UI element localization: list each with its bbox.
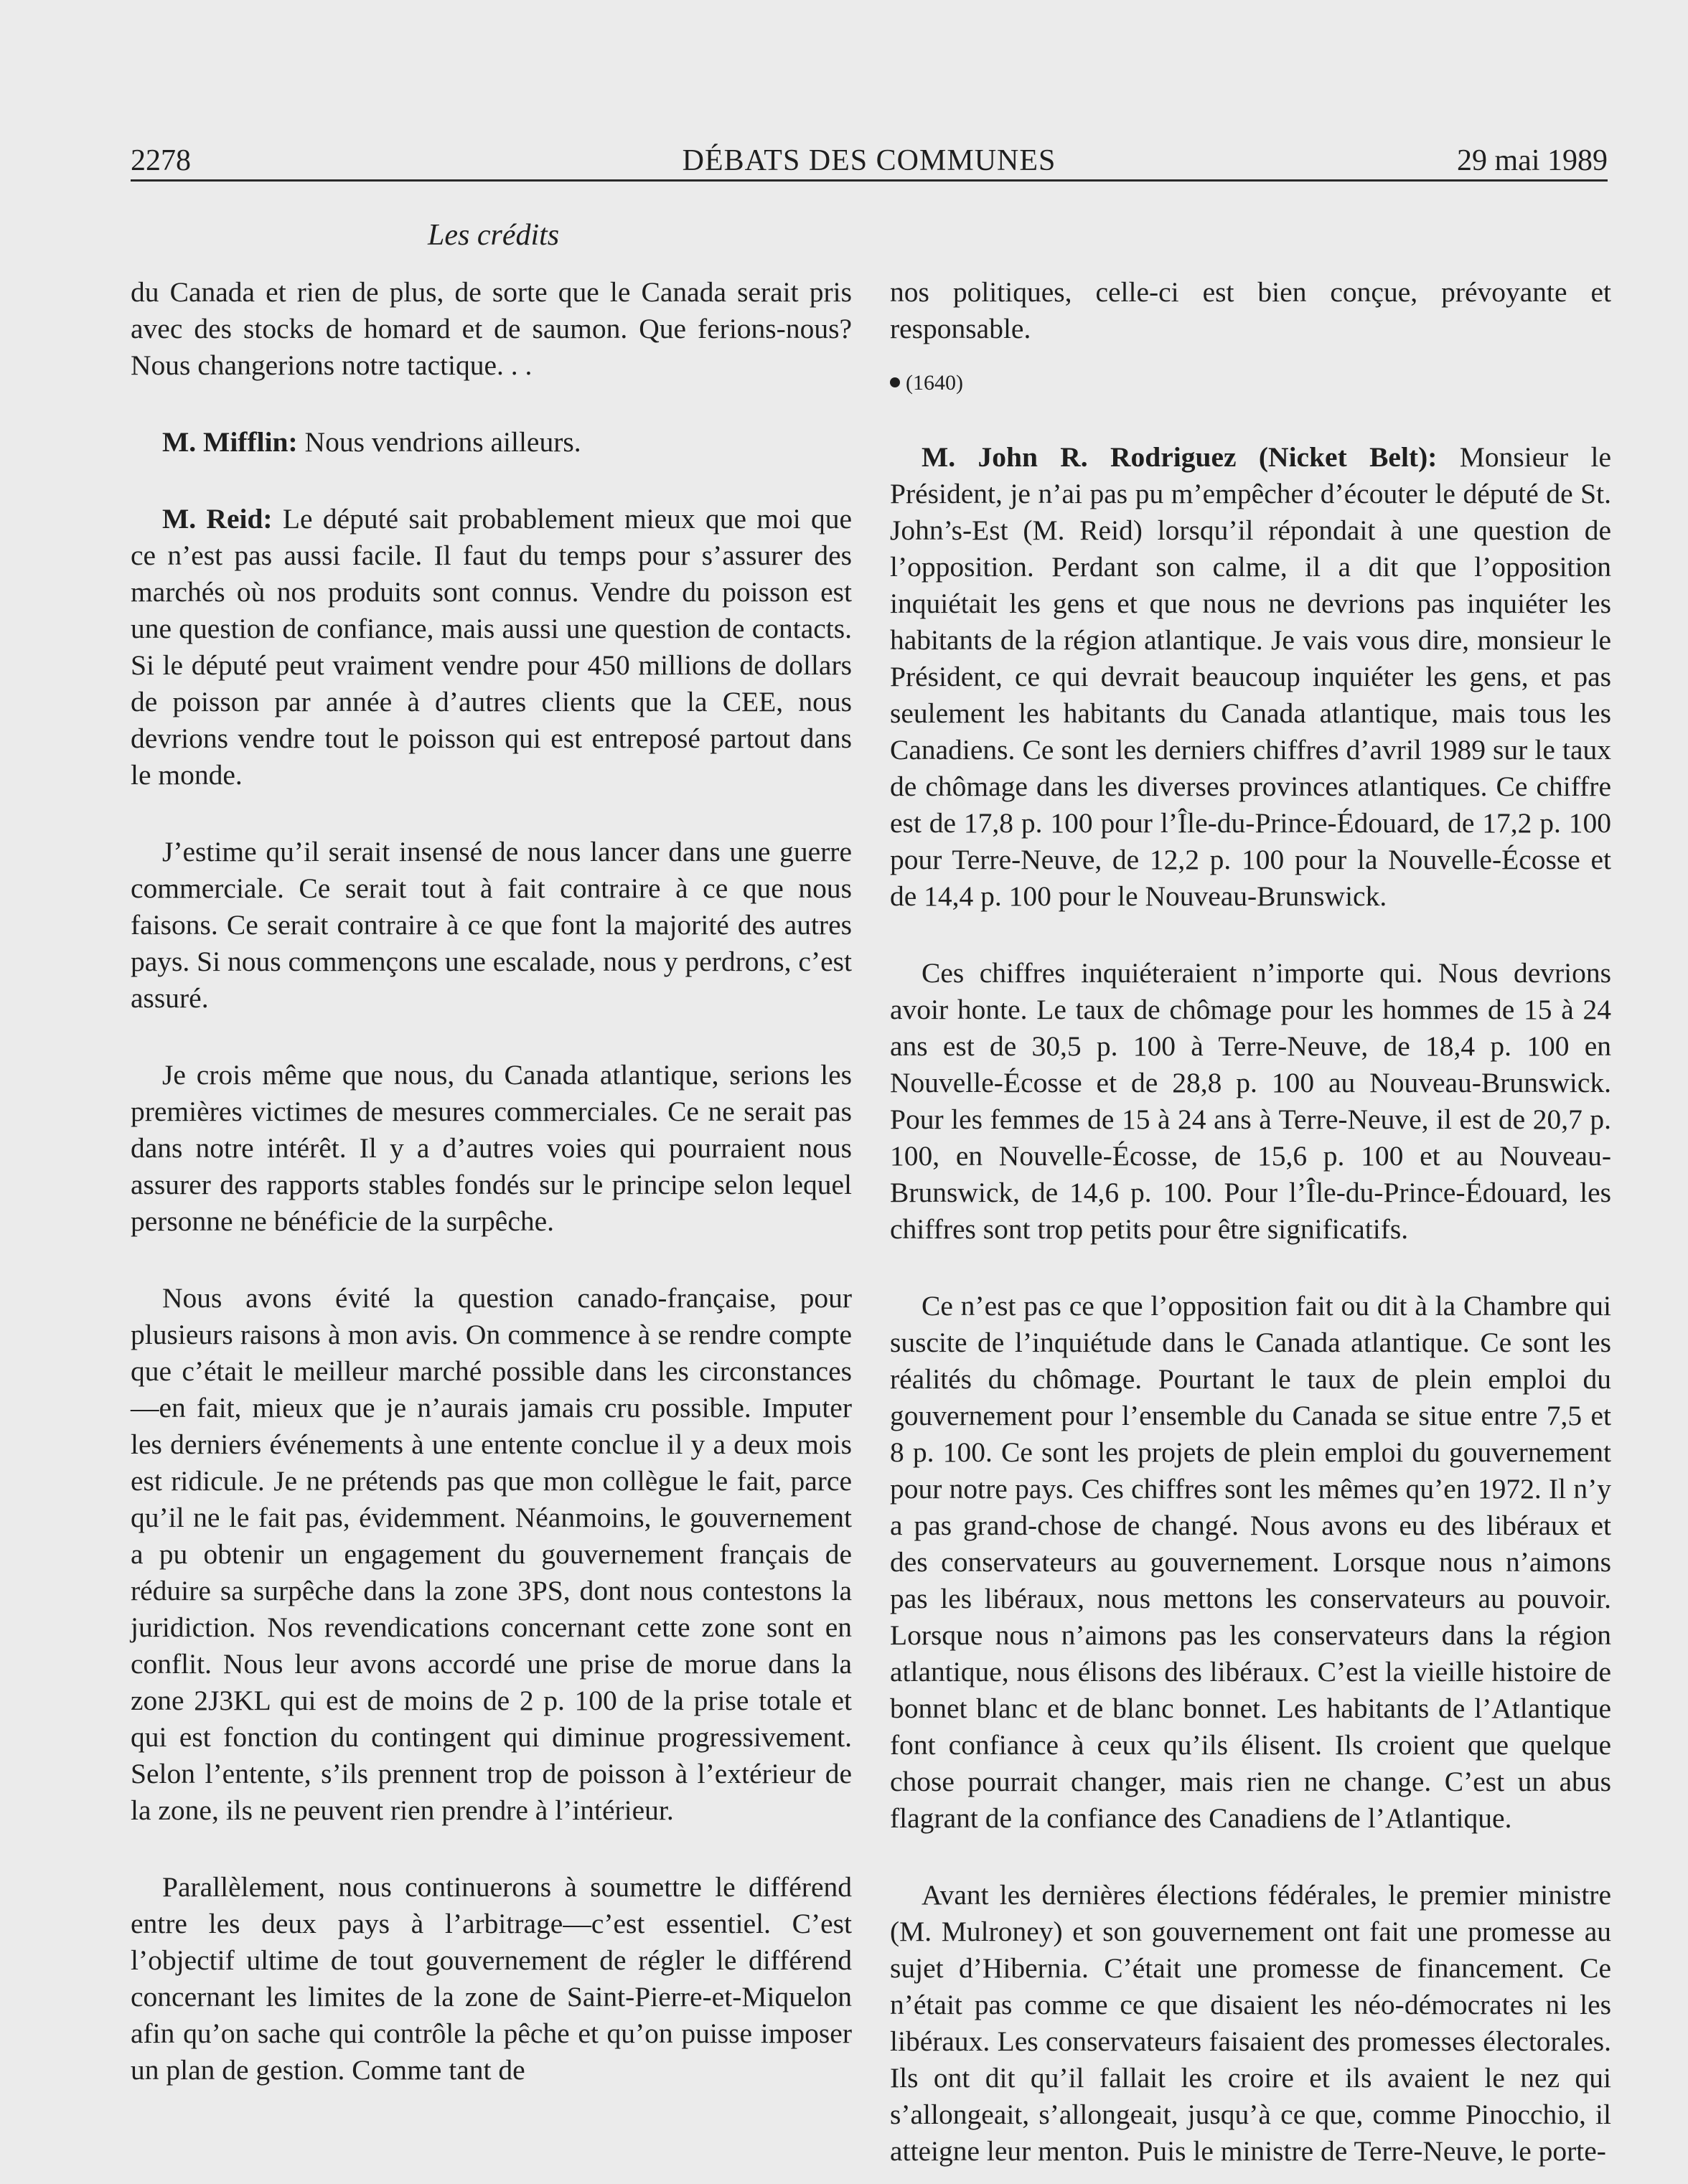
paragraph — [131, 1869, 852, 2089]
paragraph-text: Avant les dernières élections fédérales, le premier ministre (M. Mulroney) et son gouvernement ont fait une promesse au sujet d’Hibernia. C’était une promesse de financement. Ce n’était pas comme ce que disaient les néo-démocrates ni les libéraux. Les conservateurs faisaient des promesses électorales. Ils ont dit qu’il fallait les croire et ils avaient le nez qui s’allongeait, s’allongeait, jusqu’à ce que, comme Pinocchio, il atteigne leur menton. Puis le ministre de Terre-Neuve, le porte- — [890, 1879, 1611, 2167]
left-column — [131, 274, 852, 2089]
paragraph — [131, 1057, 852, 1240]
right-column — [890, 274, 1611, 2170]
paragraph-text: Je crois même que nous, du Canada atlantique, serions les premières victimes de mesures commerciales. Ce ne serait pas dans notre intérêt. Il y a d’autres voies qui pourraient nous assurer des rapports stables fondés sur le principe selon lequel personne ne bénéficie de la surpêche. — [131, 1059, 852, 1237]
speaker-name: M. Reid: — [162, 503, 273, 535]
paragraph-text: Monsieur le Président, je n’ai pas pu m’empêcher d’écouter le député de St. John’s-Est (M. Reid) lorsqu’il répondait à une question de l’opposition. Perdant son calme, il a dit que l’opposition inquiétait les gens et que nous ne devrions pas inquiéter les habitants de la région atlantique. Je vais vous dire, monsieur le Président, ce qui devrait beaucoup inquiéter les gens, et pas seulement les habitants du Canada atlantique, mais tous les Canadiens. Ce sont les derniers chiffres d’avril 1989 sur le taux de chômage dans les diverses provinces atlantiques. Ce chiffre est de 17,8 p. 100 pour l’Île-du-Prince-Édouard, de 17,2 p. 100 pour Terre-Neuve, de 12,2 p. 100 pour la Nouvelle-Écosse et de 14,4 p. 100 pour le Nouveau-Brunswick. — [890, 441, 1611, 912]
page-header — [131, 141, 1608, 181]
paragraph-text: Parallèlement, nous continuerons à soumettre le différend entre les deux pays à l’arbitrage—c’est essentiel. C’est l’objectif ultime de tout gouvernement de régler le différend concernant les limites de la zone de Saint-Pierre-et-Miquelon afin qu’on sache qui contrôle la pêche et qu’on puisse imposer un plan de gestion. Comme tant de — [131, 1871, 852, 2086]
page-number: 2278 — [131, 144, 191, 177]
timestamp-text: (1640) — [906, 371, 963, 395]
paragraph-text: Le député sait probablement mieux que moi que ce n’est pas aussi facile. Il faut du temps pour s’assurer des marchés où nos produits sont connus. Vendre du poisson est une question de confiance, mais aussi une question de contacts. Si le député peut vraiment vendre pour 450 millions de dollars de poisson par année à d’autres clients que la CEE, nous devrions vendre tout le poisson qui est entreposé partout dans le monde. — [131, 503, 853, 791]
speech-paragraph — [131, 501, 852, 794]
paragraph — [890, 274, 1611, 347]
paragraph-text: Nous vendrions ailleurs. — [297, 426, 581, 458]
section-title: Les crédits — [428, 219, 560, 252]
speaker-name: M. Mifflin: — [162, 426, 298, 458]
bullet-icon — [890, 377, 900, 387]
paragraph-text: du Canada et rien de plus, de sorte que le Canada serait pris avec des stocks de homard et de saumon. Que ferions-nous? Nous changerions notre tactique. . . — [131, 276, 852, 381]
paragraph — [131, 834, 852, 1017]
speaker-name: M. John R. Rodriguez (Nicket Belt): — [922, 441, 1438, 473]
paragraph-text: Ces chiffres inquiéteraient n’importe qui. Nous devrions avoir honte. Le taux de chômage pour les hommes de 15 à 24 ans est de 30,5 p. 100 à Terre-Neuve, de 18,4 p. 100 en Nouvelle-Écosse et de 28,8 p. 100 au Nouveau-Brunswick. Pour les femmes de 15 à 24 ans à Terre-Neuve, il est de 20,7 p. 100, en Nouvelle-Écosse, de 15,6 p. 100 et au Nouveau-Brunswick, de 14,6 p. 100. Pour l’Île-du-Prince-Édouard, les chiffres sont trop petits pour être significatifs. — [890, 957, 1611, 1245]
publication-title: DÉBATS DES COMMUNES — [682, 144, 1056, 177]
paragraph — [890, 955, 1611, 1248]
timestamp — [890, 369, 1611, 397]
speech-paragraph — [131, 424, 852, 461]
paragraph — [890, 1288, 1611, 1837]
paragraph-text: Nous avons évité la question canado-française, pour plusieurs raisons à mon avis. On commence à se rendre compte que c’était le meilleur marché possible dans les circonstances—en fait, mieux que je n’aurais jamais cru possible. Imputer les derniers événements à une entente conclue il y a deux mois est ridicule. Je ne prétends pas que mon collègue le fait, parce qu’il ne le fait pas, évidemment. Néanmoins, le gouvernement a pu obtenir un engagement du gouvernement français de réduire sa surpêche dans la zone 3PS, dont nous contestons la juridiction. Nos revendications concernant cette zone sont en conflit. Nous leur avons accordé une prise de morue dans la zone 2J3KL qui est de moins de 2 p. 100 de la prise totale et qui est fonction du contingent qui diminue progressivement. Selon l’entente, s’ils prennent trop de poisson à l’extérieur de la zone, ils ne peuvent rien prendre à l’intérieur. — [131, 1282, 852, 1826]
header-rule — [131, 179, 1608, 182]
publication-date: 29 mai 1989 — [1457, 144, 1608, 177]
paragraph-text: nos politiques, celle-ci est bien conçue, prévoyante et responsable. — [890, 276, 1611, 344]
paragraph-text: J’estime qu’il serait insensé de nous lancer dans une guerre commerciale. Ce serait tout à fait contraire à ce que nous faisons. Ce serait contraire à ce que font la majorité des autres pays. Si nous commençons une escalade, nous y perdrons, c’est assuré. — [131, 836, 852, 1014]
paragraph-text: Ce n’est pas ce que l’opposition fait ou dit à la Chambre qui suscite de l’inquiétude dans le Canada atlantique. Ce sont les réalités du chômage. Pourtant le taux de plein emploi du gouvernement pour l’ensemble du Canada se situe entre 7,5 et 8 p. 100. Ce sont les projets de plein emploi du gouvernement pour notre pays. Ces chiffres sont les mêmes qu’en 1972. Il n’y a pas grand-chose de changé. Nous avons eu des libéraux et des conservateurs au gouvernement. Lorsque nous n’aimons pas les libéraux, nous mettons les conservateurs au pouvoir. Lorsque nous n’aimons pas les conservateurs dans la région atlantique, nous élisons des libéraux. C’est la vieille histoire de bonnet blanc et de blanc bonnet. Les habitants de l’Atlantique font confiance à ceux qu’ils élisent. Ils croient que quelque chose pourrait changer, mais rien ne change. C’est un abus flagrant de la confiance des Canadiens de l’Atlantique. — [890, 1290, 1611, 1834]
speech-paragraph — [890, 439, 1611, 915]
paragraph — [131, 1280, 852, 1829]
paragraph — [890, 1877, 1611, 2170]
paragraph — [131, 274, 852, 384]
